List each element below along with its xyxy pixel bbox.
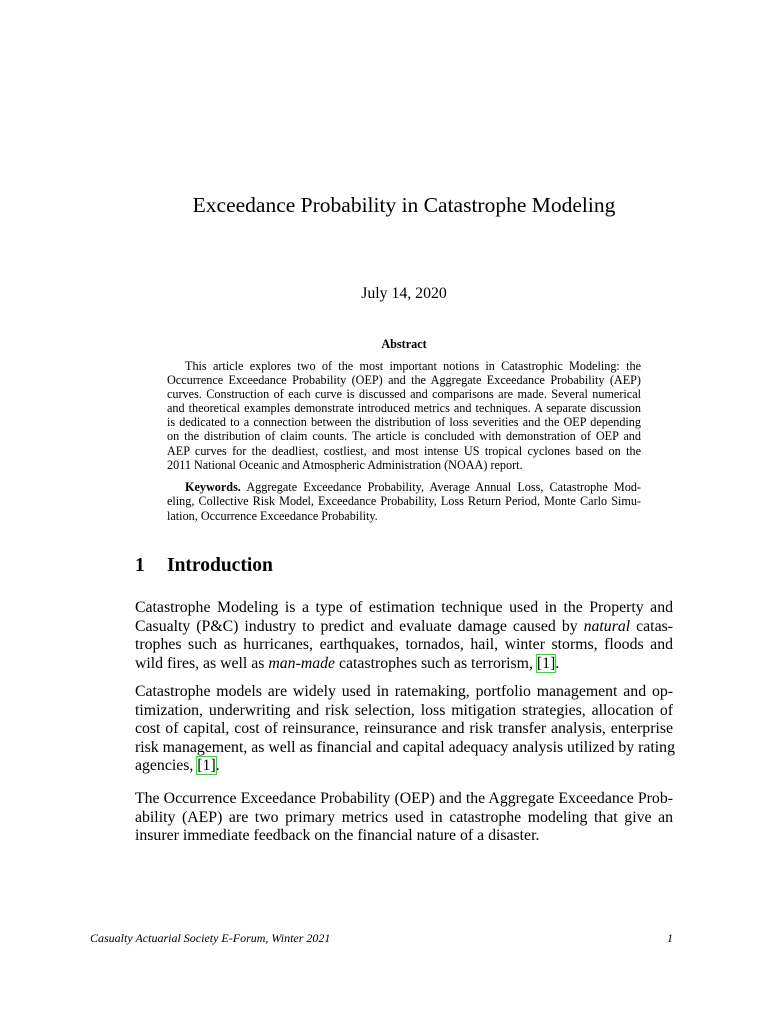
section-title: Introduction — [167, 555, 273, 576]
text-segment: Aggregate Exceedance Probability, Average Annual Loss, Catastrophe Mod- — [246, 480, 641, 494]
paper-title: Exceedance Probability in Catastrophe Modeling — [192, 193, 616, 217]
body-paragraph — [135, 683, 673, 776]
keywords-label: Keywords. — [185, 480, 241, 494]
body-paragraph — [135, 599, 673, 673]
text-segment: catastrophes such as terrorism, — [339, 654, 533, 672]
keywords-line — [167, 480, 641, 494]
citation-link[interactable]: [1] — [536, 654, 556, 672]
text-segment: agencies, — [135, 757, 194, 774]
paragraph-line: risk management, as well as financial and capital adequacy analysis utilized by rating — [135, 738, 675, 756]
paragraph-line: Catastrophe Modeling is a type of estimation technique used in the Property and — [135, 599, 673, 616]
keywords-line: eling, Collective Risk Model, Exceedance Probability, Loss Return Period, Monte Carlo Simu- — [167, 494, 641, 509]
section-number: 1 — [135, 555, 145, 576]
section-heading — [135, 554, 673, 578]
paragraph-line — [135, 757, 673, 776]
body-paragraph — [135, 790, 673, 846]
footer-journal: Casualty Actuarial Society E-Forum, Winter 2021 — [90, 931, 331, 945]
paragraph-line: The Occurrence Exceedance Probability (OEP) and the Aggregate Exceedance Prob- — [135, 790, 673, 807]
text-segment: catas- — [636, 617, 673, 635]
paragraph-line — [135, 655, 673, 674]
abstract-line: is dedicated to a connection between the distribution of loss severities and the OEP depending — [167, 415, 641, 430]
emphasis-text: natural — [583, 617, 631, 635]
keywords-line: lation, Occurrence Exceedance Probability. — [167, 508, 378, 523]
text-segment: Casualty (P&C) industry to predict and evaluate damage caused by — [135, 617, 578, 635]
page-number: 1 — [667, 931, 673, 945]
text-segment: . — [555, 654, 560, 672]
paragraph-line: cost of capital, cost of reinsurance, reinsurance and risk transfer analysis, enterprise — [135, 720, 673, 737]
text-segment: . — [215, 757, 220, 774]
abstract-line: AEP curves for the deadliest, costliest, and most intense US tropical cyclones based on the — [167, 443, 641, 458]
abstract-line: on the distribution of claim counts. The article is concluded with demonstration of OEP and — [167, 429, 641, 444]
text-segment: wild fires, as well as — [135, 654, 265, 672]
keywords — [167, 480, 641, 523]
paragraph-line: insurer immediate feedback on the financial nature of a disaster. — [135, 827, 540, 844]
emphasis-text: man-made — [268, 654, 336, 672]
abstract-heading: Abstract — [381, 337, 427, 351]
paper-date: July 14, 2020 — [361, 285, 447, 302]
abstract-line: 2011 National Oceanic and Atmospheric Administration (NOAA) report. — [167, 457, 523, 472]
abstract-line: Occurrence Exceedance Probability (OEP) and the Aggregate Exceedance Probability (AEP) — [167, 373, 641, 388]
abstract-line: curves. Construction of each curve is discussed and comparisons are made. Several numerical — [167, 387, 641, 402]
paragraph-line — [135, 618, 673, 637]
abstract-line: and theoretical examples demonstrate introduced metrics and techniques. A separate discussion — [167, 401, 641, 416]
paragraph-line: trophes such as hurricanes, earthquakes, tornados, hail, winter storms, floods and — [135, 636, 673, 653]
abstract — [167, 359, 641, 472]
citation-link[interactable]: [1] — [197, 757, 216, 774]
paragraph-line: ability (AEP) are two primary metrics used in catastrophe modeling that give an — [135, 808, 673, 826]
paragraph-line: timization, underwriting and risk selection, loss mitigation strategies, allocation of — [135, 701, 673, 719]
paragraph-line: Catastrophe models are widely used in ratemaking, portfolio management and op- — [135, 683, 673, 700]
abstract-line: This article explores two of the most important notions in Catastrophic Modeling: the — [185, 359, 641, 373]
